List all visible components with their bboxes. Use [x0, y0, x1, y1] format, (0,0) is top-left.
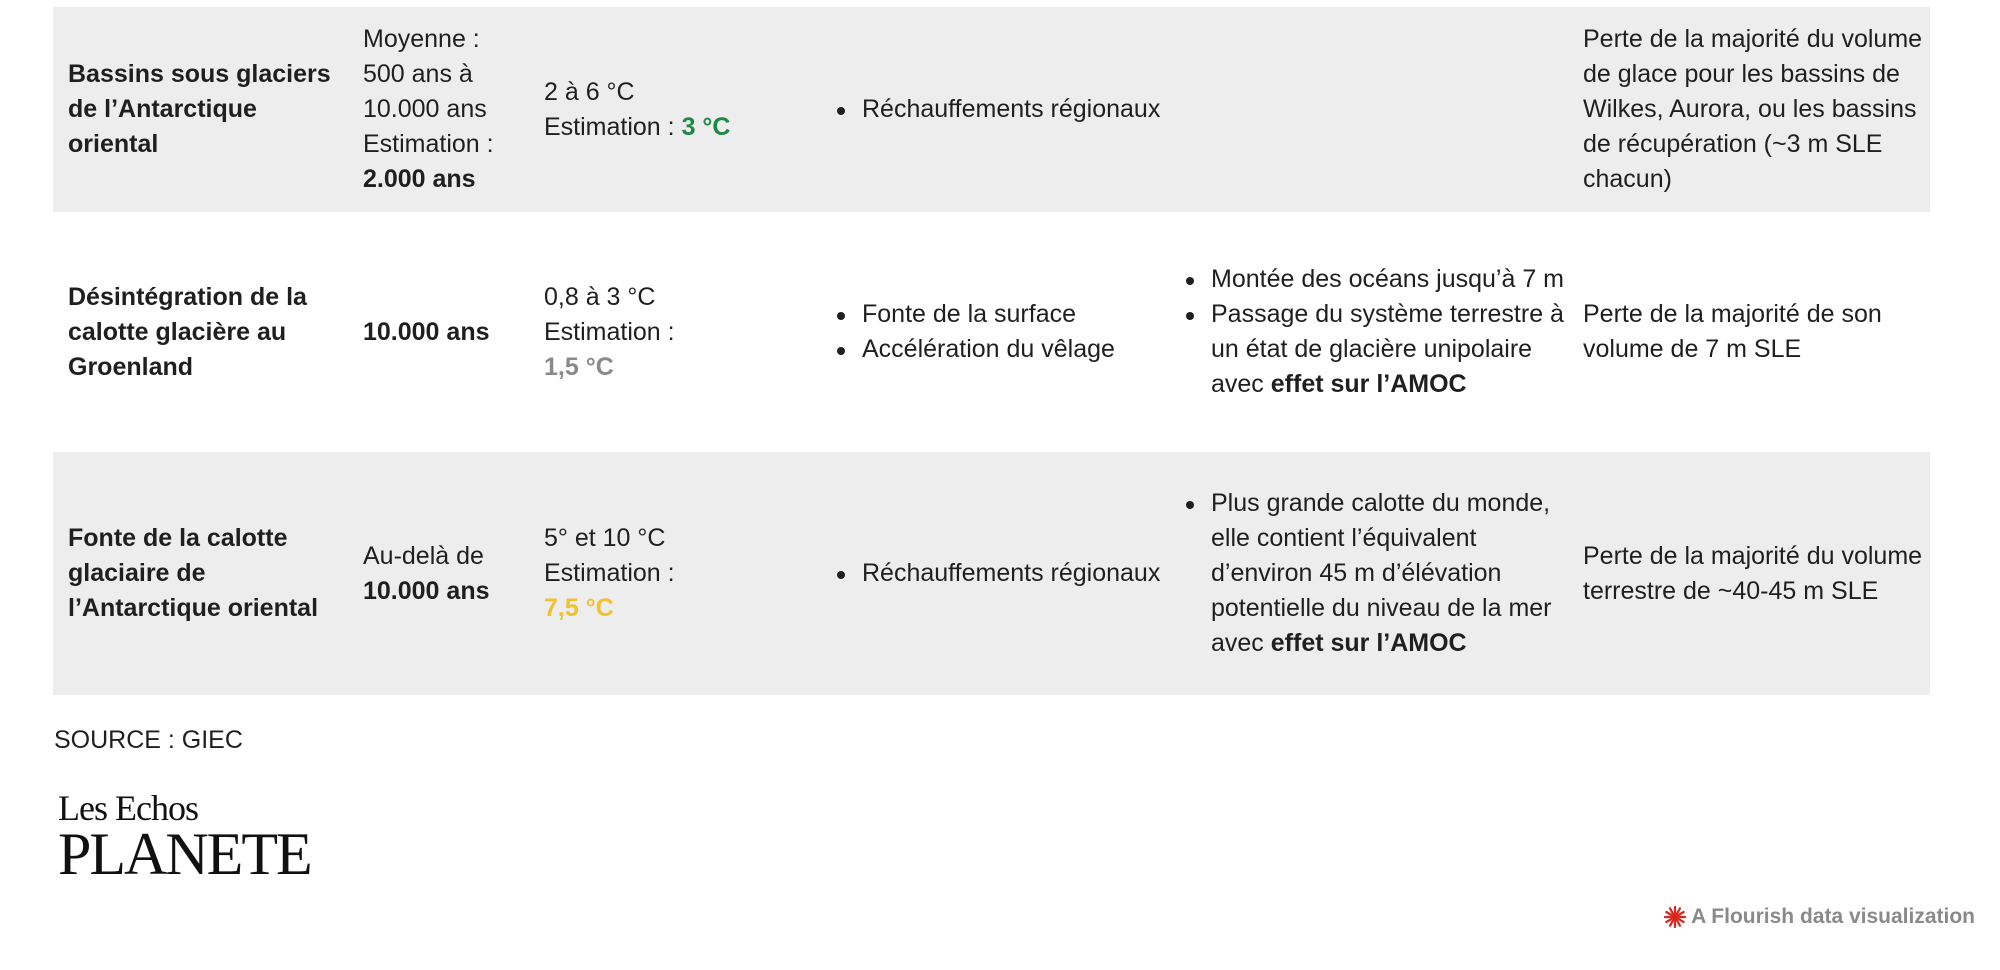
flourish-credit-link[interactable]	[1663, 905, 1975, 929]
impacts-cell	[1168, 262, 1568, 402]
impacts-cell	[1168, 486, 1568, 661]
impact-item: Plus grande calotte du monde, elle contient l’équivalent d’environ 45 m d’élévation potentielle du niveau de la mer avec effet sur l’AMOC	[1211, 486, 1568, 661]
consequence-cell: Perte de la majorité du volume terrestre de ~40-45 m SLE	[1583, 541, 1923, 605]
flourish-label: A Flourish data visualization	[1691, 905, 1975, 928]
table-row	[53, 7, 1930, 212]
temperature-cell	[529, 75, 809, 145]
mechanisms-cell	[809, 556, 1168, 591]
element-name: Bassins sous glaciers de l’Antarctique oriental	[68, 60, 331, 158]
temperature-cell	[529, 521, 809, 626]
consequence-cell: Perte de la majorité de son volume de 7 m SLE	[1583, 300, 1882, 363]
duration-line: 500 ans à	[363, 60, 473, 88]
flourish-burst-icon	[1663, 905, 1687, 929]
mechanisms-cell	[809, 297, 1168, 367]
element-name: Désintégration de la calotte glacière au Groenland	[68, 282, 307, 381]
temperature-range: 0,8 à 3 °C	[544, 282, 656, 311]
temperature-estimate: 7,5 °C	[544, 594, 614, 622]
mechanism-item: Accélération du vêlage	[862, 332, 1168, 367]
duration-line: 10.000 ans	[363, 95, 487, 123]
duration-line: Moyenne :	[363, 25, 480, 53]
les-echos-planete-logo[interactable]	[58, 788, 311, 887]
duration-estimate: 10.000 ans	[363, 317, 490, 346]
impact-item: Passage du système terrestre à un état de glacière unipolaire avec effet sur l’AMOC	[1211, 297, 1568, 402]
impact-item: Montée des océans jusqu’à 7 m	[1211, 262, 1568, 297]
temperature-cell	[529, 280, 809, 385]
temperature-estimate: 1,5 °C	[544, 352, 614, 381]
source-note: SOURCE : GIEC	[54, 726, 243, 754]
temperature-range: 5° et 10 °C	[544, 524, 666, 552]
duration-line: Au-delà de	[363, 541, 484, 570]
table-row	[53, 452, 1930, 695]
duration-estimate: 2.000 ans	[363, 165, 476, 193]
duration-cell	[348, 22, 529, 197]
duration-cell	[348, 315, 529, 350]
estimate-label: Estimation :	[544, 317, 675, 346]
duration-estimate: 10.000 ans	[363, 576, 490, 605]
table-row	[53, 212, 1930, 452]
element-name: Fonte de la calotte glaciaire de l’Antarctique oriental	[68, 524, 319, 622]
mechanisms-cell	[809, 92, 1168, 127]
mechanism-item: Réchauffements régionaux	[862, 556, 1168, 591]
logo-top-text: Les Echos	[58, 788, 198, 828]
tipping-points-table	[53, 7, 1930, 695]
mechanism-item: Fonte de la surface	[862, 297, 1168, 332]
consequence-cell: Perte de la majorité du volume de glace pour les bassins de Wilkes, Aurora, ou les bassins de récupération (~3 m SLE chacun)	[1583, 25, 1923, 193]
temperature-range: 2 à 6 °C	[544, 77, 635, 106]
temperature-estimate: 3 °C	[681, 112, 731, 141]
logo-bottom-text: PLANETE	[58, 821, 311, 887]
estimate-label: Estimation :	[544, 559, 675, 587]
mechanism-item: Réchauffements régionaux	[862, 92, 1168, 127]
estimate-label: Estimation :	[544, 112, 675, 141]
duration-line: Estimation :	[363, 130, 494, 158]
duration-cell	[348, 539, 529, 609]
